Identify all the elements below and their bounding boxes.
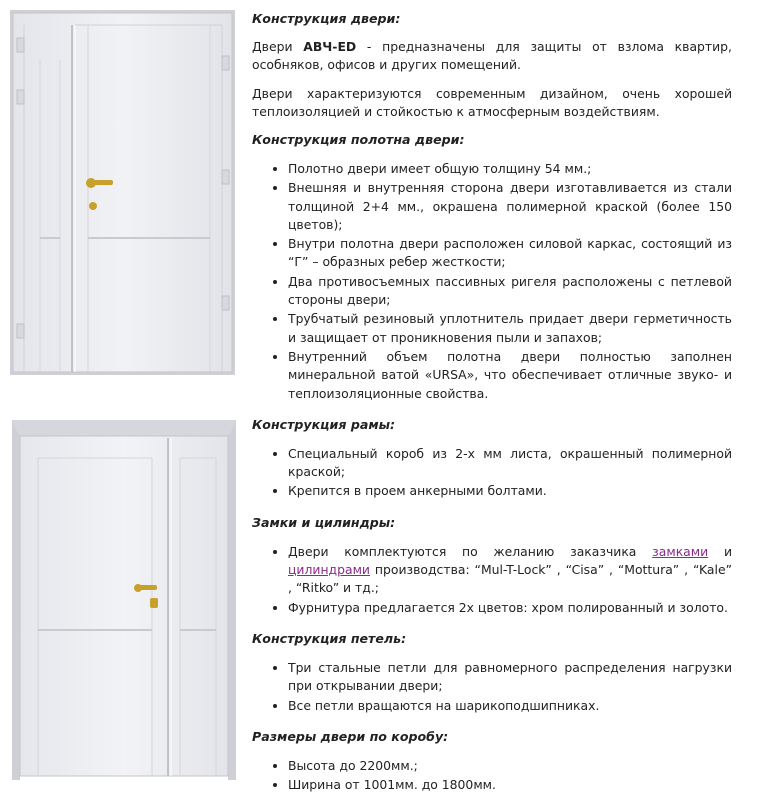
section-title-construction: Конструкция двери: — [252, 11, 401, 26]
model-name: АВЧ-ED — [303, 39, 357, 54]
sizes-list — [252, 757, 732, 795]
list-item: • Внутренний объем полотна двери полностью заполнен минеральной ватой «URSA», что обеспечивает отличные звуко- и теплоизоляционные свойства. — [288, 348, 732, 403]
list-item: • Внутри полотна двери расположен силовой каркас, состоящий из “Г” – образных ребер жесткости; — [288, 235, 732, 272]
construction-paragraph-1: Двери АВЧ-ED - предназначены для защиты от взлома квартир, особняков, офисов и других помещений. — [252, 39, 732, 72]
door-image-1 — [0, 0, 248, 380]
list-item: • Внешняя и внутренняя сторона двери изготавливается из стали толщиной 2+4 мм., окрашена полимерной краской (более 150 цветов); — [288, 179, 732, 234]
list-item: • Крепится в проем анкерными болтами. — [288, 482, 732, 500]
leaf-list — [252, 160, 732, 403]
construction-paragraph-2: Двери характеризуются современным дизайном, очень хорошей теплоизоляцией и стойкостью к атмосферным воздействиям. — [252, 86, 732, 119]
list-item: • Два противосъемных пассивных ригеля расположены с петлевой стороны двери; — [288, 273, 732, 310]
locks-list — [252, 543, 732, 617]
section-title-sizes: Размеры двери по коробу: — [252, 728, 449, 744]
list-item: • Трубчатый резиновый уплотнитель придает двери герметичность и защищает от проникновения пыли и запахов; — [288, 310, 732, 347]
locks-link[interactable]: замками — [652, 543, 709, 559]
list-item: • Высота до 2200мм.; — [288, 757, 732, 775]
cylinders-link[interactable]: цилиндрами — [288, 562, 370, 578]
list-item: • Ширина от 1001мм. до 1800мм. — [288, 776, 732, 794]
frame-list — [252, 445, 732, 501]
list-item: • Три стальные петли для равномерного распределения нагрузки при открывании двери; — [288, 659, 732, 696]
section-title-frame: Конструкция рамы: — [252, 416, 396, 432]
list-item: • Фурнитура предлагается 2х цветов: хром полированный и золото. — [288, 599, 732, 617]
section-title-locks: Замки и цилиндры: — [252, 514, 396, 530]
door-image-2 — [0, 420, 248, 800]
list-item: • Полотно двери имеет общую толщину 54 мм.; — [288, 160, 732, 178]
list-item: • Все петли вращаются на шарикоподшипниках. — [288, 697, 732, 715]
list-item: • Двери комплектуются по желанию заказчика замками и цилиндрами производства: “Mul-T-Lock” , “Cisa” , “Mottura” , “Kale” , “Ritko” и тд.; — [288, 543, 732, 598]
section-title-leaf: Конструкция полотна двери: — [252, 132, 465, 147]
list-item: • Специальный короб из 2-х мм листа, окрашенный полимерной краской; — [288, 445, 732, 482]
hinges-list — [252, 659, 732, 715]
section-title-hinges: Конструкция петель: — [252, 630, 407, 646]
